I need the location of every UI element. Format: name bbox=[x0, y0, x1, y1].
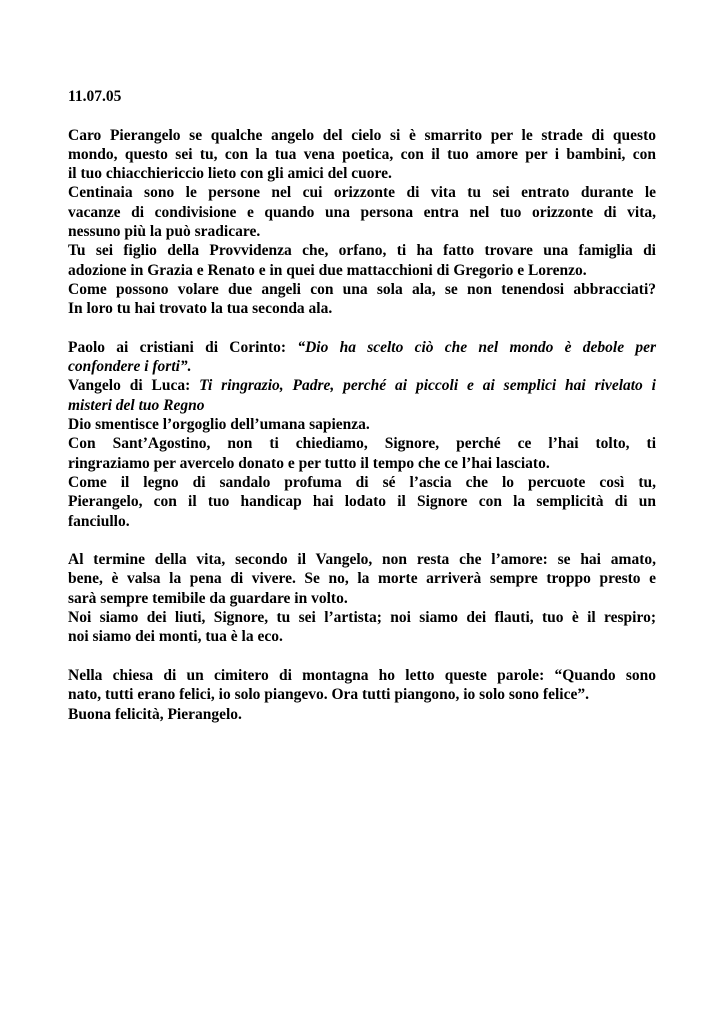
scripture-quote-paolo-cont: confondere i forti”. bbox=[68, 358, 192, 376]
signature-line: Buona felicità, Pierangelo. bbox=[68, 705, 242, 723]
letter-page bbox=[68, 87, 656, 724]
text-line: mondo, questo sei tu, con la tua vena poetica, con il tuo amore per i bambini, con bbox=[68, 145, 656, 163]
scripture-source-luca: Vangelo di Luca: bbox=[68, 377, 200, 395]
paragraph-love bbox=[68, 550, 656, 646]
paragraph-spacer bbox=[68, 106, 656, 125]
text-line: Caro Pierangelo se qualche angelo del cielo si è smarrito per le strade di questo bbox=[68, 126, 656, 144]
scripture-quote-luca-cont: misteri del tuo Regno bbox=[68, 396, 205, 414]
text-line: Dio smentisce l’orgoglio dell’umana sapienza. bbox=[68, 416, 370, 434]
text-line: Pierangelo, con il tuo handicap hai lodato il Signore con la semplicità di un bbox=[68, 493, 656, 511]
paragraph-closing bbox=[68, 666, 656, 724]
paragraph-spacer bbox=[68, 531, 656, 550]
text-line: noi siamo dei monti, tua è la eco. bbox=[68, 628, 283, 646]
text-line: vacanze di condivisione e quando una persona entra nel tuo orizzonte di vita, bbox=[68, 203, 656, 221]
text-line: sarà sempre temibile da guardare in volto. bbox=[68, 589, 348, 607]
text-line: Al termine della vita, secondo il Vangelo, non resta che l’amore: se hai amato, bbox=[68, 551, 656, 569]
text-line bbox=[68, 357, 656, 376]
text-line: In loro tu hai trovato la tua seconda ala. bbox=[68, 300, 333, 318]
text-line bbox=[68, 338, 656, 357]
text-line bbox=[68, 396, 656, 415]
text-line: Tu sei figlio della Provvidenza che, orfano, ti ha fatto trovare una famiglia di bbox=[68, 242, 656, 260]
text-line: Nella chiesa di un cimitero di montagna ho letto queste parole: “Quando sono bbox=[68, 666, 656, 684]
text-line: Come il legno di sandalo profuma di sé l’ascia che lo percuote così tu, bbox=[68, 473, 656, 491]
text-line: nessuno più la può sradicare. bbox=[68, 223, 261, 241]
text-line: Noi siamo dei liuti, Signore, tu sei l’artista; noi siamo dei flauti, tuo è il respiro; bbox=[68, 609, 656, 627]
text-line: ringraziamo per avercelo donato e per tutto il tempo che ce l’hai lasciato. bbox=[68, 454, 550, 472]
paragraph-spacer bbox=[68, 647, 656, 666]
text-line: bene, è valsa la pena di vivere. Se no, la morte arriverà sempre troppo presto e bbox=[68, 570, 656, 588]
text-line: nato, tutti erano felici, io solo piangevo. Ora tutti piangono, io solo sono felice”. bbox=[68, 686, 589, 704]
text-line: il tuo chiacchiericcio lieto con gli amici del cuore. bbox=[68, 165, 392, 183]
text-line: Come possono volare due angeli con una sola ala, se non tenendosi abbracciati? bbox=[68, 280, 656, 298]
text-line: fanciullo. bbox=[68, 512, 130, 530]
paragraph-spacer bbox=[68, 319, 656, 338]
text-line: Centinaia sono le persone nel cui orizzonte di vita tu sei entrato durante le bbox=[68, 184, 656, 202]
text-line bbox=[68, 376, 656, 395]
text-line: Con Sant’Agostino, non ti chiediamo, Signore, perché ce l’hai tolto, ti bbox=[68, 435, 656, 453]
paragraph-dedication bbox=[68, 126, 656, 319]
scripture-source-paolo: Paolo ai cristiani di Corinto: bbox=[68, 338, 298, 356]
text-line: adozione in Grazia e Renato e in quei due mattacchioni di Gregorio e Lorenzo. bbox=[68, 261, 587, 279]
scripture-quote-paolo: “Dio ha scelto ciò che nel mondo è debole per bbox=[297, 338, 656, 356]
scripture-quote-luca: Ti ringrazio, Padre, perché ai piccoli e ai semplici hai rivelato i bbox=[199, 377, 656, 395]
paragraph-scripture bbox=[68, 338, 656, 531]
letter-date: 11.07.05 bbox=[68, 88, 122, 105]
